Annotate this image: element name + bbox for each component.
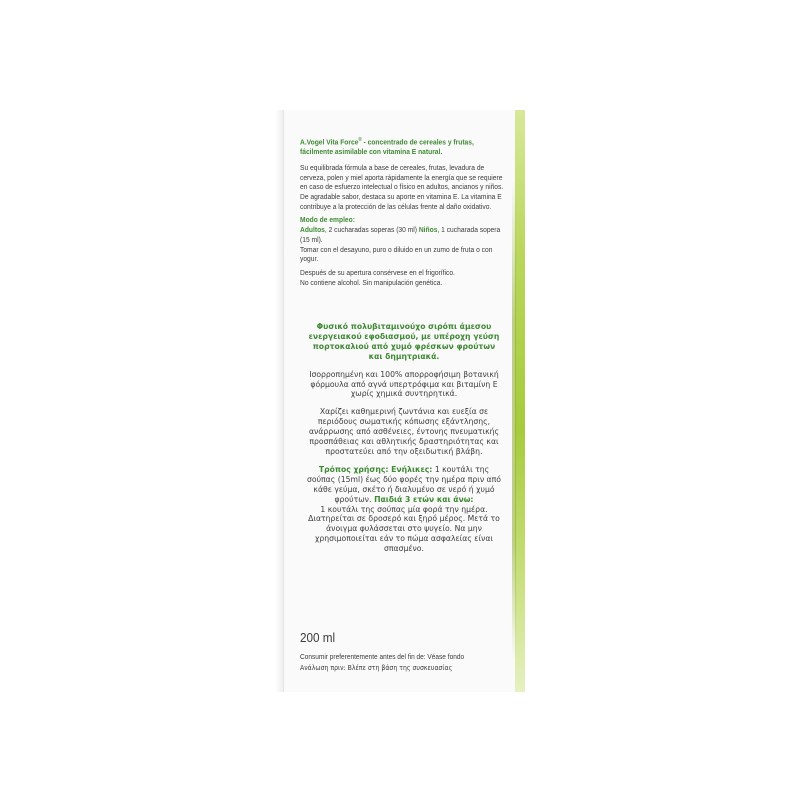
spanish-title-rest: - concentrado de cereales y frutas, fácilmente asimilable con vitamina E natural. <box>300 137 474 157</box>
spanish-storage: Después de su apertura consérvese en el frigorífico. <box>300 267 455 277</box>
greek-adults-text: 1 κουτάλι της σούπας (15ml) έως δύο φορές την ημέρα πριν από κάθε γεύμα, σκέτο ή διαλυμένο σε νερό ή χυμό φρούτων. <box>307 464 501 504</box>
brand-name: A.Vogel Vita Force <box>300 137 359 147</box>
spanish-dosage <box>300 225 508 244</box>
best-before-es: Consumir preferentemente antes del fin de: Véase fondo <box>300 652 465 661</box>
children-dose: , 1 cucharada sopera (15 ml). <box>300 225 501 244</box>
children-label: Niños <box>418 225 438 235</box>
box-green-side <box>515 110 525 692</box>
spanish-usage-note: Tomar con el desayuno, puro o diluido en un zumo de fruta o con yogur. <box>300 244 493 264</box>
spanish-usage-heading: Modo de empleo: <box>300 215 355 225</box>
best-before-gr: Ανάλωση πριν: Βλέπε στη βάση της συσκευασίας <box>300 662 453 672</box>
greek-paragraph-2: Χαρίζει καθημερινή ζωντάνια και ευεξία σε περιόδους σωματικής κόπωσης εξάντλησης, ανάρρωσης από ασθένειες, έντονης πνευματικής προσπάθειας και αθλητικής δραστηριότητας και προστατεύει από την οξειδωτική βλάβη. <box>308 407 500 456</box>
spanish-no-alcohol: No contiene alcohol. Sin manipulación genética. <box>300 277 443 287</box>
greek-usage <box>306 465 502 554</box>
best-before-block <box>300 652 506 673</box>
greek-paragraph-1: Ισορροπημένη και 100% απορροφήσιμη βοτανική φόρμουλα από αγνά υπερτρόφιμα και βιταμίνη Ε χωρίς χημικά συντηρητικά. <box>309 369 499 399</box>
spanish-title <box>300 136 508 157</box>
adults-label: Adultos <box>300 225 325 235</box>
registered-mark: ® <box>358 137 362 143</box>
volume-label: 200 ml <box>300 630 336 645</box>
spanish-paragraph-2: De agradable sabor, destaca su aporte en vitamina E. La vitamina E contribuye a la protección de las células frente al daño oxidativo. <box>300 192 502 211</box>
greek-usage-heading: Τρόπος χρήσης: Ενήλικες: <box>318 464 433 474</box>
greek-text-block <box>306 322 502 562</box>
spanish-text-block <box>300 136 512 287</box>
greek-children-heading: Παιδιά 3 ετών και άνω: <box>371 494 474 504</box>
box-green-side-shade <box>512 180 516 660</box>
greek-title: Φυσικό πολυβιταμινούχο σιρόπι άμεσου ενεργειακού εφοδιασμού, με υπέροχη γεύση πορτοκαλιού από χυμό φρέσκων φρούτων και δημητριακά. <box>308 322 500 361</box>
adults-dose: , 2 cucharadas soperas (30 ml) <box>324 225 419 235</box>
greek-children-text: 1 κουτάλι της σούπας μία φορά την ημέρα. Διατηρείται σε δροσερό και ξηρό μέρος. Μετά το άνοιγμα φυλάσσεται στο ψυγείο. Να μην χρησιμοποιείται εάν το πώμα ασφαλείας είναι σπασμένο. <box>308 504 500 554</box>
spanish-paragraph-1: Su equilibrada fórmula a base de cereales, frutas, levadura de cerveza, polen y miel aporta rápidamente la energía que se requiere en caso de esfuerzo intelectual o físico en adultos, ancianos y niños. <box>300 162 504 192</box>
